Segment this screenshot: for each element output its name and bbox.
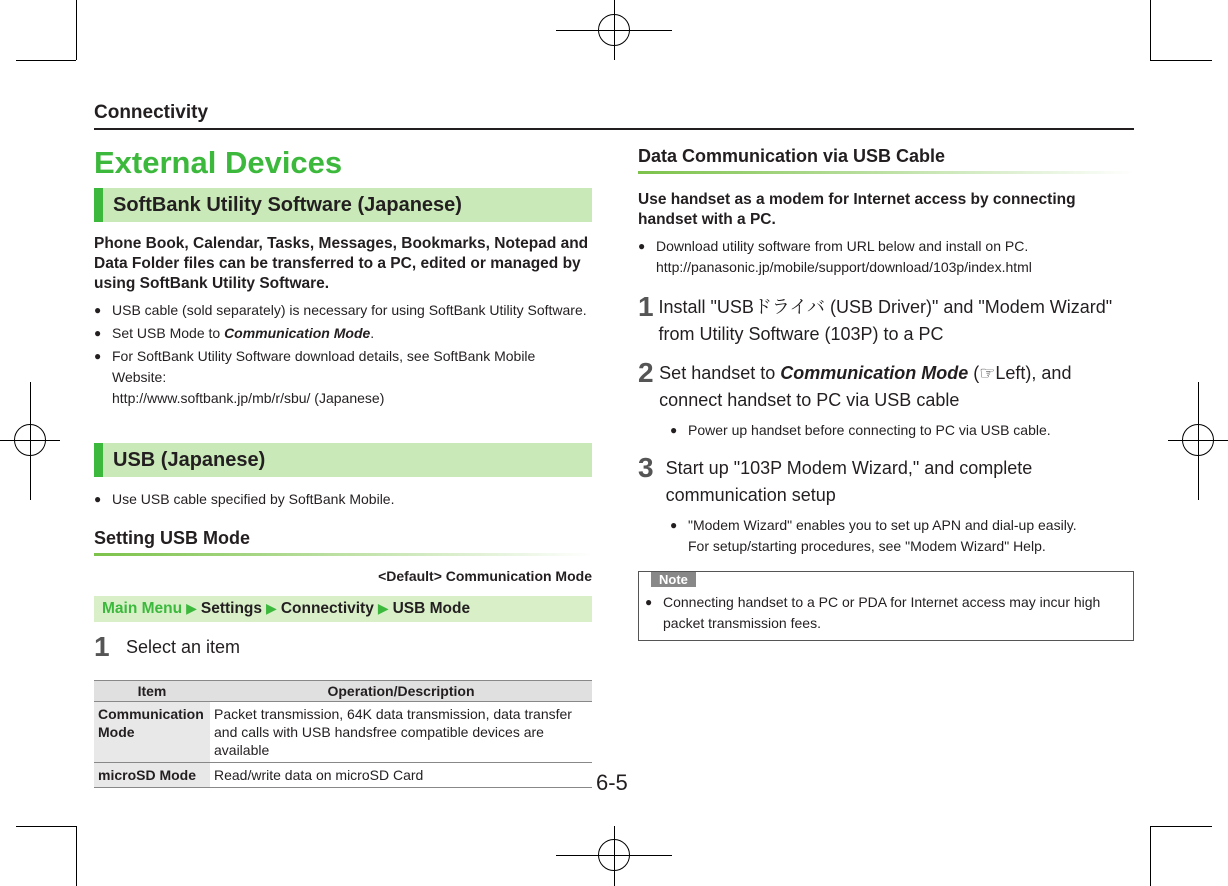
usb-bullet: ● Use USB cable specified by SoftBank Mobile. bbox=[94, 489, 592, 510]
page-title: External Devices bbox=[94, 145, 343, 180]
menu-usb-mode: USB Mode bbox=[392, 600, 471, 617]
step-1 bbox=[638, 292, 1134, 348]
bullet-3-text: For SoftBank Utility Software download details, see SoftBank Mobile Website: bbox=[112, 348, 536, 385]
softbank-lead: Phone Book, Calendar, Tasks, Messages, Bookmarks, Notepad and Data Folder files can be transferred to a PC, edited or managed by using SoftBank Utility Software. bbox=[94, 235, 589, 292]
table-cell-description: Read/write data on microSD Card bbox=[210, 763, 592, 788]
usb-data-lead: Use handset as a modem for Internet access by connecting handset with a PC. bbox=[638, 191, 1076, 228]
step-number: 1 bbox=[638, 291, 654, 322]
download-bullet bbox=[638, 236, 1134, 278]
step-1 bbox=[94, 632, 592, 662]
step-text bbox=[659, 358, 1134, 414]
table-cell-item: Communication Mode bbox=[94, 702, 210, 763]
step-text: Select an item bbox=[126, 637, 241, 657]
bullet-2-prefix: Set USB Mode to bbox=[112, 325, 225, 341]
note-box bbox=[638, 571, 1134, 641]
communication-mode-emphasis: Communication Mode bbox=[780, 363, 969, 383]
step-text: Start up "103P Modem Wizard," and complete communication setup bbox=[665, 458, 1033, 505]
menu-main: Main Menu bbox=[102, 600, 183, 617]
note-text: ● Connecting handset to a PC or PDA for Internet access may incur high packet transmission fees. bbox=[645, 592, 1127, 634]
step-3-bullet bbox=[670, 515, 1134, 557]
step-number: 1 bbox=[94, 631, 110, 662]
softbank-bullet-3 bbox=[94, 346, 592, 409]
step-number: 3 bbox=[638, 452, 654, 483]
step-2-prefix: Set handset to bbox=[659, 363, 781, 383]
softbank-bullet-1: ● USB cable (sold separately) is necessary for using SoftBank Utility Software. bbox=[94, 300, 592, 321]
menu-settings: Settings bbox=[200, 600, 263, 617]
header-rule bbox=[94, 128, 1134, 130]
arrow-right-icon: ▶ bbox=[186, 600, 197, 616]
softbank-bullet-2 bbox=[94, 323, 592, 344]
table-row bbox=[94, 763, 592, 788]
arrow-right-icon: ▶ bbox=[377, 600, 389, 616]
step-3-bullet-text-2: For setup/starting procedures, see "Modem Wizard" Help. bbox=[688, 538, 1046, 554]
download-url: http://panasonic.jp/mobile/support/download/103p/index.html bbox=[656, 259, 1032, 275]
step-number: 2 bbox=[638, 357, 654, 388]
step-3-bullet-text: "Modem Wizard" enables you to set up APN and dial-up easily. bbox=[688, 517, 1077, 533]
softbank-url: http://www.softbank.jp/mb/r/sbu/ (Japanese) bbox=[112, 390, 385, 406]
table-header-row bbox=[94, 681, 592, 702]
usb-mode-table bbox=[94, 680, 592, 788]
download-text: Download utility software from URL below and install on PC. bbox=[656, 238, 1029, 254]
left-column bbox=[94, 140, 592, 788]
communication-mode-emphasis: Communication Mode bbox=[224, 325, 371, 341]
table-cell-item: microSD Mode bbox=[94, 763, 210, 788]
table-cell-description: Packet transmission, 64K data transmission, data transfer and calls with USB handsfree compatible devices are available bbox=[210, 702, 592, 763]
right-column bbox=[638, 140, 1134, 641]
usb-heading: USB (Japanese) bbox=[94, 443, 592, 477]
table-row bbox=[94, 702, 592, 763]
menu-path bbox=[94, 596, 592, 622]
page-number: 6-5 bbox=[596, 770, 628, 795]
default-note: <Default> Communication Mode bbox=[378, 568, 592, 584]
arrow-right-icon: ▶ bbox=[266, 600, 277, 616]
step-3 bbox=[638, 453, 1134, 509]
bullet-2-suffix: . bbox=[370, 325, 375, 341]
step-2-suffix: (☞Left), and connect handset to PC via USB cable bbox=[659, 363, 1072, 410]
menu-connectivity: Connectivity bbox=[280, 600, 374, 617]
column-header-description: Operation/Description bbox=[210, 681, 592, 702]
step-2 bbox=[638, 358, 1134, 414]
usb-data-communication-heading: Data Communication via USB Cable bbox=[638, 146, 1134, 174]
section-header: Connectivity bbox=[94, 102, 209, 123]
column-header-item: Item bbox=[94, 681, 210, 702]
note-label: Note bbox=[651, 572, 696, 587]
step-text: Install "USBドライバ (USB Driver)" and "Modem Wizard" from Utility Software (103P) to a PC bbox=[658, 297, 1113, 344]
step-2-bullet: ● Power up handset before connecting to PC via USB cable. bbox=[670, 420, 1134, 441]
softbank-utility-heading: SoftBank Utility Software (Japanese) bbox=[94, 188, 592, 222]
setting-usb-mode-heading: Setting USB Mode bbox=[94, 528, 592, 556]
